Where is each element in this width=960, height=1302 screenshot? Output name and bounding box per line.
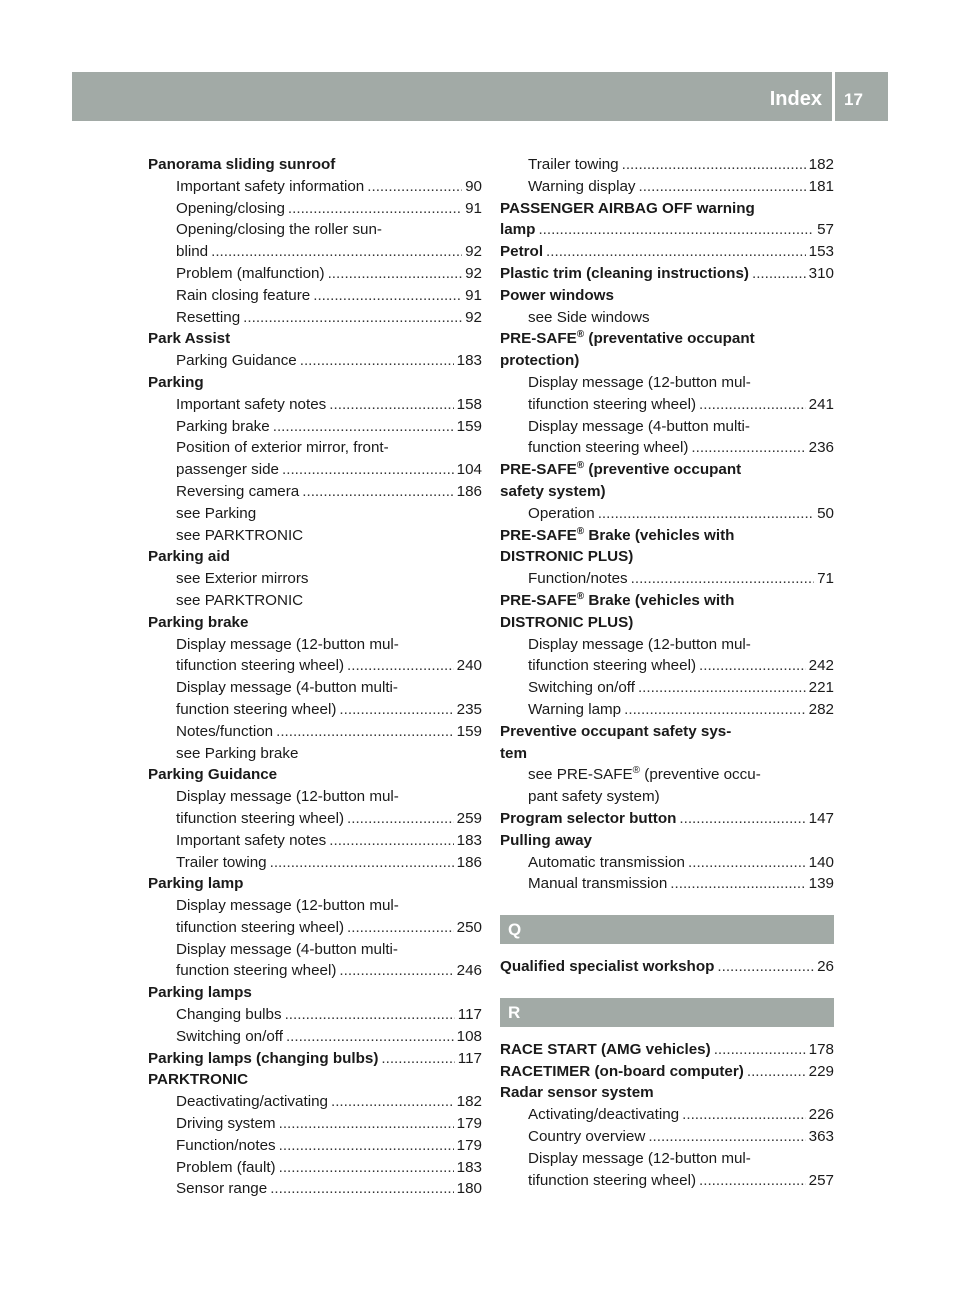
dot-leader xyxy=(699,394,806,416)
entry-text: passenger side xyxy=(176,461,280,479)
entry-text: PRE-SAFE xyxy=(500,461,577,479)
page-reference: 180 xyxy=(456,1180,482,1198)
page-reference: 57 xyxy=(817,221,834,239)
index-heading xyxy=(500,590,834,612)
spacer xyxy=(500,895,834,915)
index-heading xyxy=(500,459,834,481)
page-reference: 90 xyxy=(465,177,482,195)
page-reference: 183 xyxy=(456,352,482,370)
index-heading: Parking aid xyxy=(148,548,230,566)
dot-leader xyxy=(638,677,806,699)
page-reference: 179 xyxy=(456,1136,482,1154)
index-subentry: Display message (12-button mul- xyxy=(176,897,399,915)
index-subentry-with-page xyxy=(148,852,482,874)
entry-text: lamp xyxy=(500,221,536,239)
index-heading-with-page xyxy=(500,1039,834,1061)
entry-text: tifunction steering wheel) xyxy=(528,395,696,413)
index-heading: PARKTRONIC xyxy=(148,1071,249,1089)
index-subentry-with-page xyxy=(148,830,482,852)
index-subentry-with-page xyxy=(500,873,834,895)
entry-text: Function/notes xyxy=(176,1136,276,1154)
entry-text: tifunction steering wheel) xyxy=(176,809,344,827)
entry-text: Parking brake xyxy=(176,417,270,435)
dot-leader xyxy=(286,1026,454,1048)
page-reference: 117 xyxy=(457,1049,482,1067)
page-reference: 186 xyxy=(456,853,482,871)
index-subentry-with-page xyxy=(500,1126,834,1148)
dot-leader xyxy=(339,960,453,982)
index-heading: DISTRONIC PLUS) xyxy=(500,548,634,566)
index-column-right xyxy=(500,154,834,1191)
entry-text: Switching on/off xyxy=(176,1027,283,1045)
dot-leader xyxy=(285,1004,455,1026)
dot-leader xyxy=(313,285,462,307)
page-number: 17 xyxy=(844,90,863,109)
index-subentry: see Parking brake xyxy=(176,744,299,762)
entry-text: Plastic trim (cleaning instructions) xyxy=(500,264,749,282)
index-subentry-with-page xyxy=(500,437,834,459)
index-heading-with-page xyxy=(500,956,834,978)
page-reference: 257 xyxy=(808,1171,834,1189)
dot-leader xyxy=(367,176,462,198)
page-reference: 246 xyxy=(456,962,482,980)
page-reference: 147 xyxy=(808,809,834,827)
dot-leader xyxy=(717,956,814,978)
index-subentry: Display message (4-button multi- xyxy=(176,679,398,697)
index-subentry-with-page xyxy=(148,917,482,939)
page-reference: 363 xyxy=(808,1128,834,1146)
dot-leader xyxy=(598,503,814,525)
entry-text: Important safety notes xyxy=(176,395,327,413)
dot-leader xyxy=(270,852,454,874)
page-reference: 182 xyxy=(456,1093,482,1111)
index-heading: Power windows xyxy=(500,286,614,304)
index-heading: Preventive occupant safety sys- xyxy=(500,722,732,740)
index-heading: Parking Guidance xyxy=(148,766,278,784)
index-heading-with-page xyxy=(500,263,834,285)
dot-leader xyxy=(243,307,462,329)
page-reference: 259 xyxy=(456,809,482,827)
dot-leader xyxy=(347,655,454,677)
index-subentry-with-page xyxy=(148,655,482,677)
entry-text: Rain closing feature xyxy=(176,286,311,304)
entry-text: (preventive occu- xyxy=(640,766,761,784)
index-subentry-with-page xyxy=(148,263,482,285)
dot-leader xyxy=(714,1039,806,1061)
index-heading-with-page xyxy=(500,241,834,263)
entry-text: PRE-SAFE xyxy=(500,526,577,544)
index-subentry-with-page xyxy=(500,154,834,176)
entry-text: blind xyxy=(176,243,209,261)
dot-leader xyxy=(622,154,806,176)
index-subentry: see PARKTRONIC xyxy=(176,591,304,609)
page-reference: 108 xyxy=(456,1027,482,1045)
index-heading-with-page xyxy=(500,219,834,241)
index-subentry-with-page xyxy=(500,655,834,677)
dot-leader xyxy=(670,873,805,895)
dot-leader xyxy=(279,1135,454,1157)
dot-leader xyxy=(631,568,814,590)
entry-text: tifunction steering wheel) xyxy=(176,918,344,936)
index-heading: safety system) xyxy=(500,482,606,500)
index-subentry-with-page xyxy=(500,699,834,721)
dot-leader xyxy=(282,459,454,481)
entry-text: Problem (malfunction) xyxy=(176,264,325,282)
dot-leader xyxy=(682,1104,806,1126)
index-subentry-with-page xyxy=(148,241,482,263)
entry-text: Warning display xyxy=(528,177,636,195)
dot-leader xyxy=(752,263,806,285)
entry-text: Reversing camera xyxy=(176,482,300,500)
dot-leader xyxy=(699,655,806,677)
index-subentry: pant safety system) xyxy=(528,788,660,806)
page-reference: 226 xyxy=(808,1106,834,1124)
entry-text: Activating/deactivating xyxy=(528,1106,680,1124)
page-reference: 221 xyxy=(808,679,834,697)
entry-text: Manual transmission xyxy=(528,875,668,893)
entry-text: PRE-SAFE xyxy=(500,330,577,348)
dot-leader xyxy=(538,219,814,241)
index-subentry-with-page xyxy=(148,459,482,481)
entry-text: Program selector button xyxy=(500,809,677,827)
dot-leader xyxy=(279,1113,454,1135)
page-reference: 92 xyxy=(465,308,482,326)
dot-leader xyxy=(347,917,454,939)
index-heading: protection) xyxy=(500,352,580,370)
index-subentry-with-page xyxy=(500,394,834,416)
dot-leader xyxy=(638,176,805,198)
section-title: Index xyxy=(769,88,822,110)
dot-leader xyxy=(339,699,453,721)
dot-leader xyxy=(691,437,805,459)
index-subentry: Display message (12-button mul- xyxy=(176,788,399,806)
index-subentry-with-page xyxy=(148,176,482,198)
dot-leader xyxy=(688,852,806,874)
index-heading: Parking lamps xyxy=(148,984,252,1002)
dot-leader xyxy=(699,1170,806,1192)
entry-text: Automatic transmission xyxy=(528,853,685,871)
index-column-left xyxy=(148,154,482,1200)
index-heading-with-page xyxy=(500,808,834,830)
index-heading: DISTRONIC PLUS) xyxy=(500,613,634,631)
dot-leader xyxy=(270,1178,453,1200)
page-reference: 241 xyxy=(808,395,834,413)
index-subentry-with-page xyxy=(148,808,482,830)
entry-text: tifunction steering wheel) xyxy=(528,1171,696,1189)
page-reference: 159 xyxy=(456,722,482,740)
index-subentry-with-page xyxy=(148,699,482,721)
index-heading: Radar sensor system xyxy=(500,1084,654,1102)
registered-mark: ® xyxy=(576,525,585,537)
page-reference: 242 xyxy=(808,657,834,675)
page-reference: 310 xyxy=(808,264,834,282)
page-reference: 229 xyxy=(808,1062,834,1080)
entry-text: Operation xyxy=(528,504,595,522)
index-subentry-with-page xyxy=(500,852,834,874)
registered-mark: ® xyxy=(576,590,585,602)
page-reference: 158 xyxy=(456,395,482,413)
index-subentry-with-page xyxy=(148,1091,482,1113)
dot-leader xyxy=(331,1091,454,1113)
page-reference: 50 xyxy=(817,504,834,522)
page-reference: 92 xyxy=(465,264,482,282)
section-letter-header: Q xyxy=(500,915,834,944)
entry-text: function steering wheel) xyxy=(176,962,337,980)
index-subentry-with-page xyxy=(148,1157,482,1179)
dot-leader xyxy=(302,481,453,503)
dot-leader xyxy=(211,241,462,263)
dot-leader xyxy=(329,394,453,416)
page-reference: 91 xyxy=(465,286,482,304)
page-reference: 282 xyxy=(808,700,834,718)
entry-text: Important safety notes xyxy=(176,831,327,849)
dot-leader xyxy=(648,1126,805,1148)
page-reference: 92 xyxy=(465,243,482,261)
page-reference: 104 xyxy=(456,461,482,479)
index-subentry: Display message (12-button mul- xyxy=(528,635,751,653)
entry-text: Petrol xyxy=(500,243,544,261)
entry-text: Deactivating/activating xyxy=(176,1093,328,1111)
index-heading: Parking lamp xyxy=(148,875,244,893)
index-subentry: Display message (12-button mul- xyxy=(528,373,751,391)
index-subentry: Display message (4-button multi- xyxy=(176,940,398,958)
index-heading: Park Assist xyxy=(148,330,231,348)
registered-mark: ® xyxy=(576,329,585,341)
page-reference: 236 xyxy=(808,439,834,457)
index-heading: Pulling away xyxy=(500,831,592,849)
entry-text: Trailer towing xyxy=(528,156,619,173)
dot-leader xyxy=(276,721,454,743)
entry-text: Resetting xyxy=(176,308,241,326)
entry-text: Sensor range xyxy=(176,1180,268,1198)
index-subentry-with-page xyxy=(148,1026,482,1048)
dot-leader xyxy=(300,350,454,372)
entry-text: Problem (fault) xyxy=(176,1158,276,1176)
index-subentry-with-page xyxy=(148,1004,482,1026)
entry-text: function steering wheel) xyxy=(176,700,337,718)
spacer xyxy=(500,978,834,998)
page-reference: 139 xyxy=(808,875,834,893)
dot-leader xyxy=(328,263,463,285)
index-subentry-with-page xyxy=(148,285,482,307)
entry-text: Brake (vehicles with xyxy=(584,526,735,544)
index-heading xyxy=(500,328,834,350)
index-heading-with-page xyxy=(148,1048,482,1070)
entry-text: Notes/function xyxy=(176,722,274,740)
index-subentry-with-page xyxy=(148,1178,482,1200)
entry-text: (preventative occupant xyxy=(584,330,755,348)
index-subentry-with-page xyxy=(500,503,834,525)
index-subentry-with-page xyxy=(148,394,482,416)
index-subentry-with-page xyxy=(500,176,834,198)
entry-text: function steering wheel) xyxy=(528,439,689,457)
index-heading xyxy=(500,525,834,547)
index-subentry xyxy=(500,764,834,786)
page-reference: 235 xyxy=(456,700,482,718)
index-subentry: Display message (12-button mul- xyxy=(528,1149,751,1167)
index-subentry: see Exterior mirrors xyxy=(176,570,309,588)
registered-mark: ® xyxy=(576,460,585,472)
page-reference: 183 xyxy=(456,1158,482,1176)
dot-leader xyxy=(347,808,454,830)
index-subentry-with-page xyxy=(500,1104,834,1126)
index-subentry-with-page xyxy=(500,677,834,699)
index-subentry: see PARKTRONIC xyxy=(176,526,304,544)
index-subentry-with-page xyxy=(148,1113,482,1135)
dot-leader xyxy=(279,1157,454,1179)
entry-text: tifunction steering wheel) xyxy=(176,657,344,675)
dot-leader xyxy=(546,241,806,263)
header-divider xyxy=(832,72,835,121)
entry-text: Parking lamps (changing bulbs) xyxy=(148,1049,379,1067)
entry-text: Driving system xyxy=(176,1115,276,1133)
index-subentry: Display message (4-button multi- xyxy=(528,417,750,435)
page-reference: 140 xyxy=(808,853,834,871)
entry-text: Trailer towing xyxy=(176,853,267,871)
page-reference: 153 xyxy=(808,243,834,261)
entry-text: RACETIMER (on-board computer) xyxy=(500,1062,744,1080)
index-subentry: Opening/closing the roller sun- xyxy=(176,221,382,239)
dot-leader xyxy=(273,416,454,438)
index-subentry-with-page xyxy=(500,1170,834,1192)
section-letter-header: R xyxy=(500,998,834,1027)
page-reference: 179 xyxy=(456,1115,482,1133)
registered-mark: ® xyxy=(632,765,641,777)
index-subentry-with-page xyxy=(148,350,482,372)
dot-leader xyxy=(288,198,462,220)
index-subentry: Position of exterior mirror, front- xyxy=(176,439,389,457)
index-subentry-with-page xyxy=(148,416,482,438)
entry-text: Parking Guidance xyxy=(176,352,297,370)
dot-leader xyxy=(381,1048,454,1070)
page-reference: 71 xyxy=(817,570,834,588)
entry-text: Qualified specialist workshop xyxy=(500,958,715,976)
entry-text: Function/notes xyxy=(528,570,628,588)
entry-text: see PRE-SAFE xyxy=(528,766,633,784)
dot-leader xyxy=(747,1061,806,1083)
index-heading: Parking brake xyxy=(148,613,249,631)
index-subentry-with-page xyxy=(148,307,482,329)
entry-text: Switching on/off xyxy=(528,679,635,697)
entry-text: Changing bulbs xyxy=(176,1006,282,1024)
page-reference: 181 xyxy=(808,177,834,195)
entry-text: tifunction steering wheel) xyxy=(528,657,696,675)
page-reference: 182 xyxy=(808,156,834,173)
index-heading: PASSENGER AIRBAG OFF warning xyxy=(500,199,755,217)
index-heading: Parking xyxy=(148,373,204,391)
index-heading: Panorama sliding sunroof xyxy=(148,156,336,173)
entry-text: Brake (vehicles with xyxy=(584,591,735,609)
page-reference: 250 xyxy=(456,918,482,936)
dot-leader xyxy=(624,699,806,721)
entry-text: PRE-SAFE xyxy=(500,591,577,609)
index-subentry-with-page xyxy=(148,198,482,220)
index-subentry-with-page xyxy=(148,960,482,982)
page-reference: 159 xyxy=(456,417,482,435)
entry-text: (preventive occupant xyxy=(584,461,742,479)
dot-leader xyxy=(329,830,453,852)
entry-text: Warning lamp xyxy=(528,700,622,718)
page-reference: 178 xyxy=(808,1040,834,1058)
page-reference: 240 xyxy=(456,657,482,675)
index-subentry-with-page xyxy=(148,721,482,743)
index-subentry: see Side windows xyxy=(528,308,650,326)
index-subentry: see Parking xyxy=(176,504,257,522)
page-reference: 183 xyxy=(456,831,482,849)
page-reference: 26 xyxy=(817,958,834,976)
entry-text: Country overview xyxy=(528,1128,646,1146)
index-subentry-with-page xyxy=(148,481,482,503)
page-reference: 91 xyxy=(465,199,482,217)
index-heading: tem xyxy=(500,744,528,762)
page-reference: 186 xyxy=(456,482,482,500)
page-reference: 117 xyxy=(457,1006,482,1024)
index-subentry-with-page xyxy=(500,568,834,590)
index-subentry-with-page xyxy=(148,1135,482,1157)
index-subentry: Display message (12-button mul- xyxy=(176,635,399,653)
dot-leader xyxy=(679,808,805,830)
entry-text: Important safety information xyxy=(176,177,365,195)
index-heading-with-page xyxy=(500,1061,834,1083)
entry-text: Opening/closing xyxy=(176,199,285,217)
entry-text: RACE START (AMG vehicles) xyxy=(500,1040,711,1058)
